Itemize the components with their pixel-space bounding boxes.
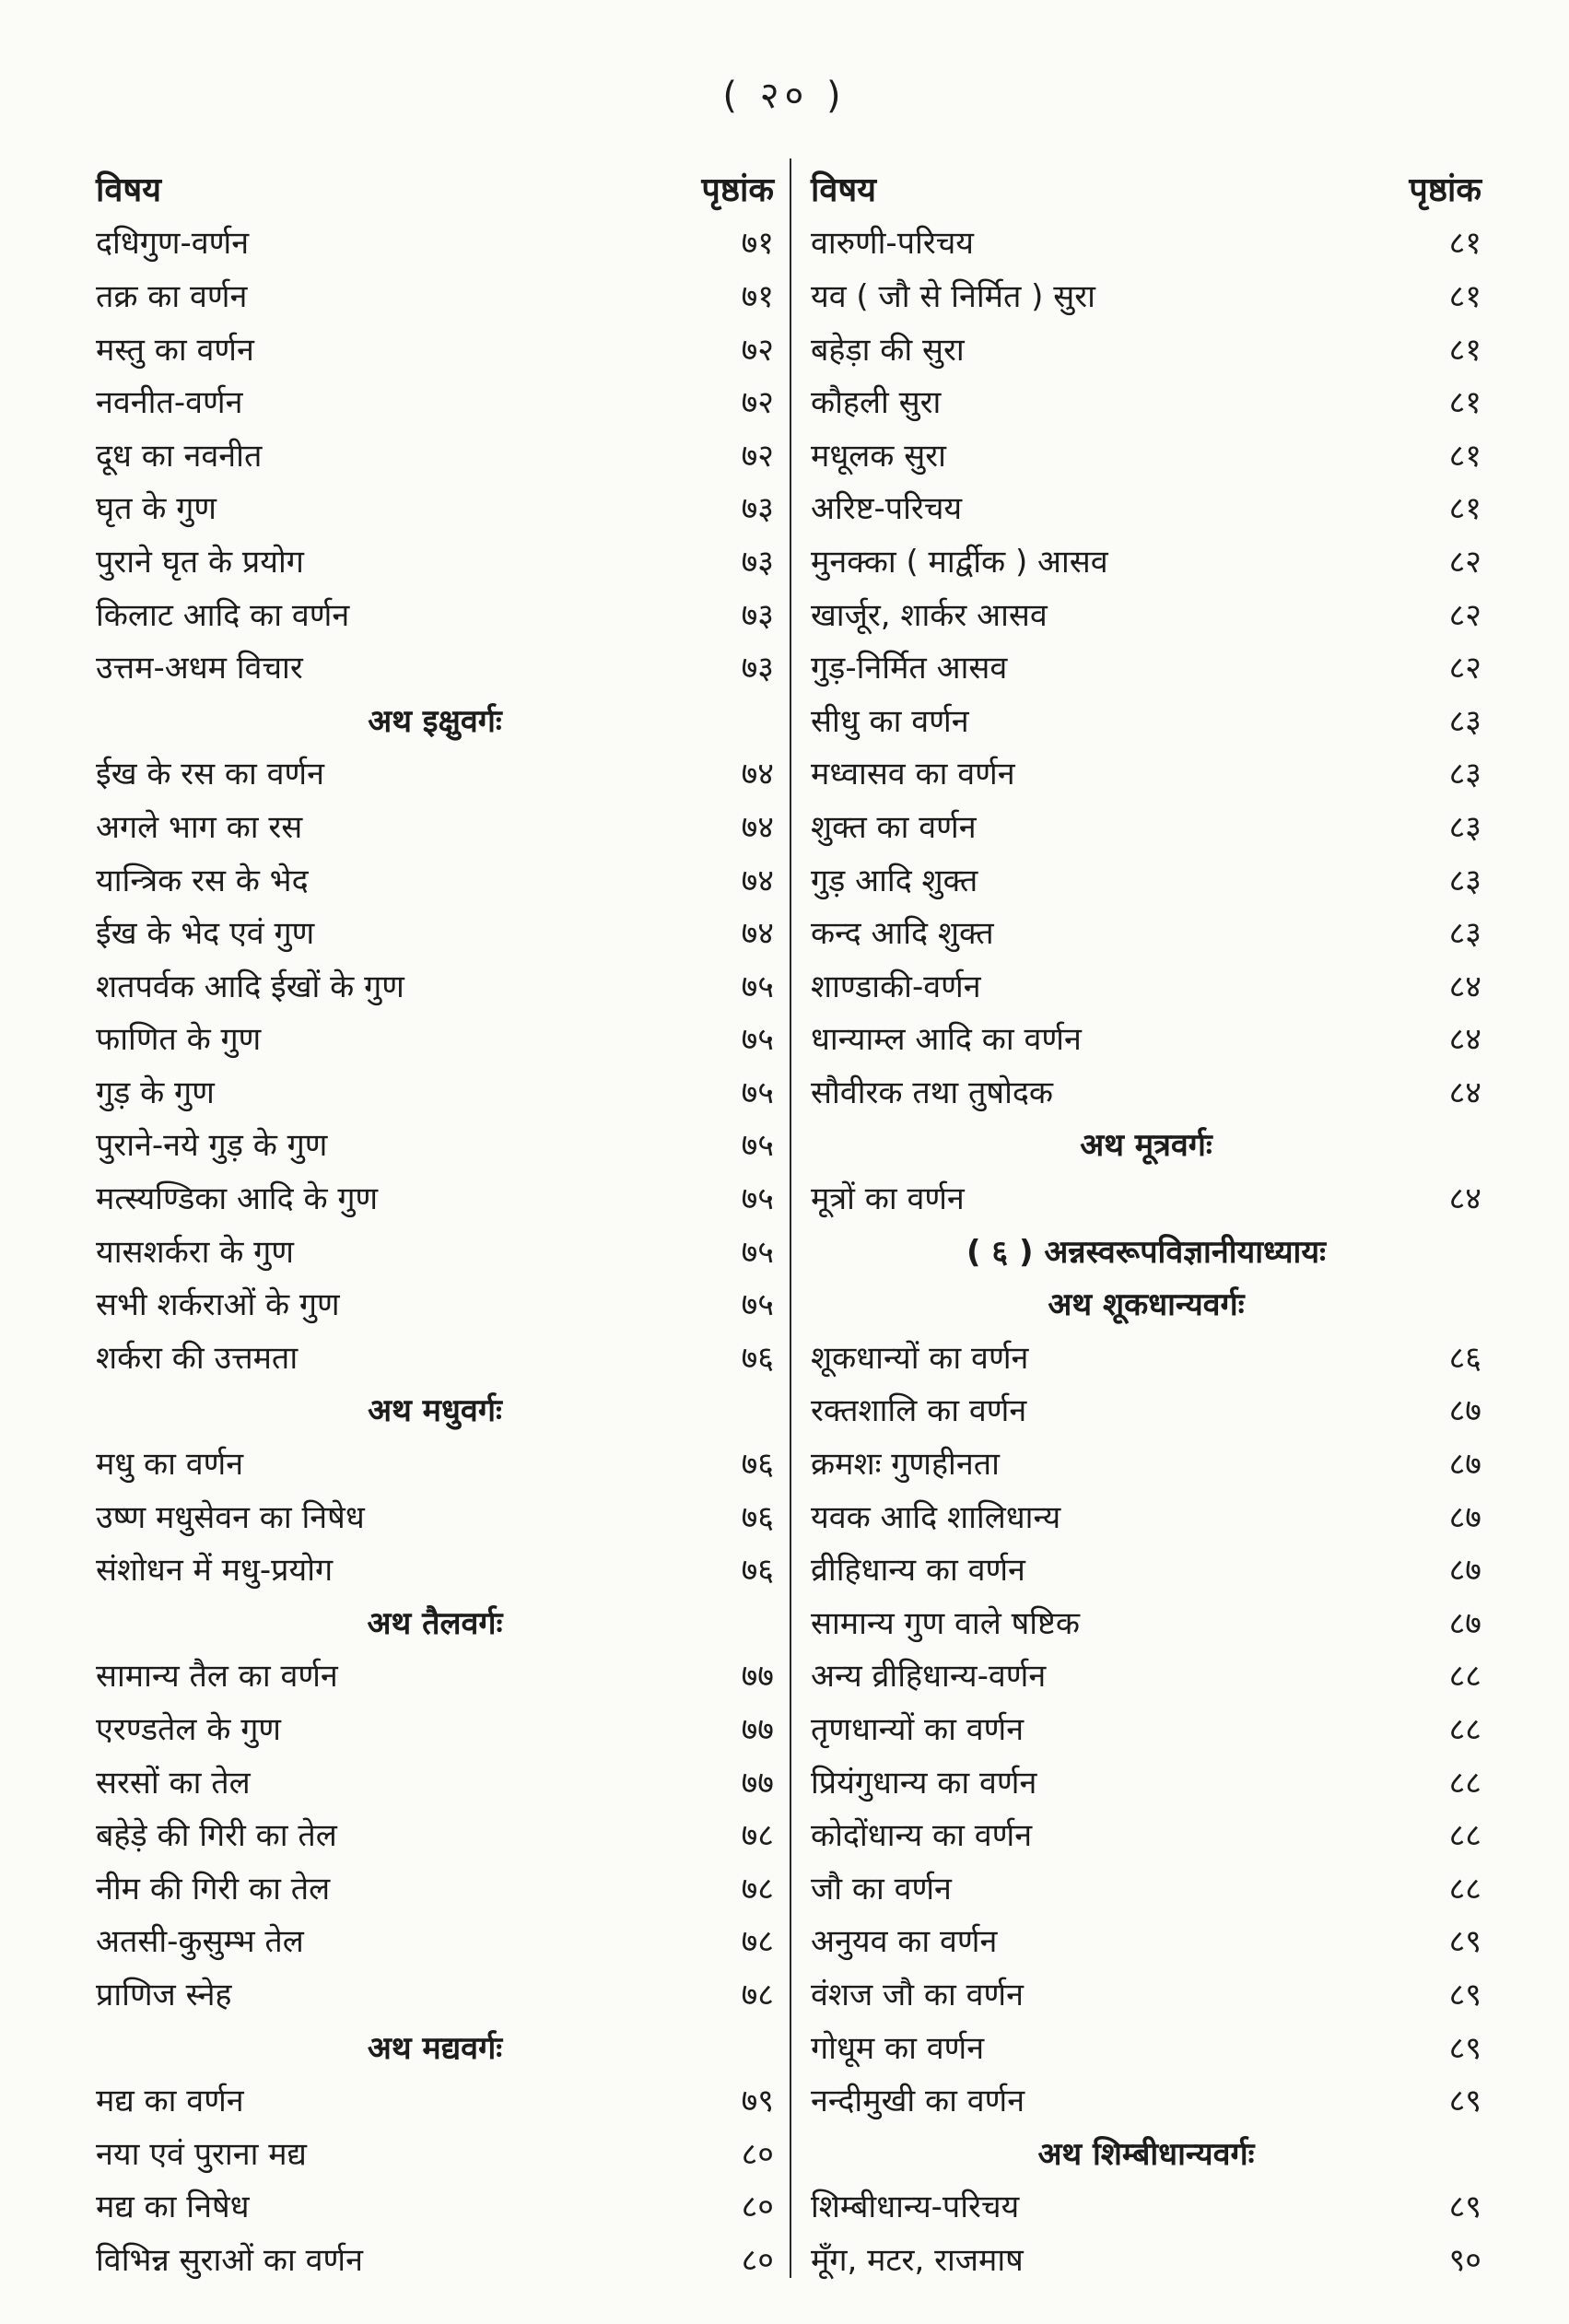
- page-header: पृष्ठांक: [701, 171, 774, 210]
- entry-page: ८९: [1448, 2189, 1481, 2226]
- toc-entry: [811, 1330, 1481, 1383]
- entry-title: मुनक्का ( मार्द्वीक ) आसव: [811, 543, 1108, 581]
- entry-page: ८९: [1448, 2083, 1481, 2120]
- entry-page: ८८: [1448, 1711, 1481, 1749]
- entry-page: ७८: [741, 1870, 774, 1907]
- entry-title: व्रीहिधान्य का वर्णन: [811, 1552, 1025, 1590]
- entry-page: ८०: [741, 2135, 774, 2173]
- entry-page: ७५: [741, 1233, 774, 1271]
- entry-title: संशोधन में मधु-प्रयोग: [96, 1552, 334, 1590]
- toc-entry: [811, 693, 1481, 746]
- toc-entry: [96, 268, 774, 322]
- toc-entry: [811, 1807, 1481, 1860]
- entry-title: नन्दीमुखी का वर्णन: [811, 2083, 1025, 2120]
- entry-title: तृणधान्यों का वर्णन: [811, 1711, 1025, 1749]
- toc-entry: [96, 1118, 774, 1171]
- entry-title: धान्याम्ल आदि का वर्णन: [811, 1021, 1082, 1059]
- entry-page: ९०: [1448, 2241, 1481, 2279]
- toc-entry: [811, 2232, 1481, 2285]
- toc-entry: [811, 322, 1481, 375]
- entry-title: प्रियंगुधान्य का वर्णन: [811, 1764, 1037, 1802]
- entry-title: सामान्य गुण वाले षष्टिक: [811, 1604, 1081, 1642]
- toc-entry: [811, 1489, 1481, 1543]
- entry-page: ८४: [1448, 968, 1481, 1005]
- toc-entry: [96, 640, 774, 693]
- entry-page: ८२: [1448, 650, 1481, 687]
- entry-page: ८३: [1448, 808, 1481, 846]
- toc-entry: [96, 905, 774, 958]
- entry-title: गोधूम का वर्णन: [811, 2029, 985, 2067]
- entry-page: ७८: [741, 1923, 774, 1961]
- toc-entry: [96, 2232, 774, 2285]
- entry-title: कोदोंधान्य का वर्णन: [811, 1817, 1033, 1855]
- toc-entry: [96, 852, 774, 906]
- entry-page: ७४: [741, 862, 774, 899]
- entry-page: ८१: [1448, 331, 1481, 369]
- entry-page: ७६: [741, 1552, 774, 1590]
- entry-title: शूकधान्यों का वर्णन: [811, 1339, 1029, 1377]
- entry-title: कन्द आदि शुक्त: [811, 915, 994, 953]
- toc-entry: [96, 746, 774, 800]
- entry-page: ८८: [1448, 1764, 1481, 1802]
- entry-page: ८१: [1448, 384, 1481, 422]
- entry-title: शर्करा की उत्तमता: [96, 1339, 299, 1377]
- toc-entry: [811, 428, 1481, 481]
- entry-page: ८३: [1448, 756, 1481, 793]
- entry-title: मूँग, मटर, राजमाष: [811, 2241, 1024, 2279]
- entry-title: पुराने-नये गुड़ के गुण: [96, 1127, 328, 1165]
- entry-page: ८२: [1448, 543, 1481, 581]
- entry-page: ८७: [1448, 1552, 1481, 1590]
- toc-entry: [96, 1860, 774, 1914]
- entry-page: ७४: [741, 808, 774, 846]
- entry-title: अन्य व्रीहिधान्य-वर्णन: [811, 1658, 1047, 1696]
- toc-entry: [96, 1701, 774, 1755]
- toc-entry: [96, 481, 774, 534]
- entry-page: ८३: [1448, 862, 1481, 899]
- toc-entry: [811, 1436, 1481, 1489]
- entry-title: उत्तम-अधम विचार: [96, 650, 303, 687]
- entry-page: ८७: [1448, 1604, 1481, 1642]
- entry-title: सभी शर्कराओं के गुण: [96, 1286, 340, 1324]
- entry-page: ७५: [741, 1021, 774, 1059]
- entry-page: ७५: [741, 1286, 774, 1324]
- entry-page: ८८: [1448, 1870, 1481, 1907]
- entry-page: ७१: [741, 225, 774, 263]
- toc-right-column: [811, 162, 1481, 2285]
- toc-entry: [811, 2072, 1481, 2126]
- toc-entry: [811, 799, 1481, 852]
- entry-title: यवक आदि शालिधान्य: [811, 1498, 1061, 1536]
- entry-title: मधूलक सुरा: [811, 437, 946, 475]
- toc-entry: [96, 958, 774, 1012]
- entry-title: किलाट आदि का वर्णन: [96, 596, 350, 634]
- toc-entry: [811, 1012, 1481, 1065]
- entry-title: अतसी-कुसुम्भ तेल: [96, 1923, 304, 1961]
- entry-title: सरसों का तेल: [96, 1764, 251, 1802]
- entry-title: खार्जूर, शार्कर आसव: [811, 596, 1048, 634]
- entry-page: ८९: [1448, 1923, 1481, 1961]
- entry-page: ८९: [1448, 2029, 1481, 2067]
- toc-entry: [811, 852, 1481, 906]
- toc-entry: [96, 374, 774, 428]
- toc-entry: [811, 216, 1481, 269]
- entry-title: दधिगुण-वर्णन: [96, 225, 250, 263]
- entry-title: दूध का नवनीत: [96, 437, 263, 475]
- entry-page: ७३: [741, 490, 774, 528]
- entry-title: मत्स्यण्डिका आदि के गुण: [96, 1180, 379, 1218]
- page-number: ( २० ): [722, 75, 847, 117]
- toc-entry: [96, 1330, 774, 1383]
- entry-title: उष्ण मधुसेवन का निषेध: [96, 1498, 365, 1536]
- entry-title: वंशज जौ का वर्णन: [811, 1976, 1024, 2013]
- entry-title: ईख के रस का वर्णन: [96, 756, 325, 793]
- entry-title: बहेड़े की गिरी का तेल: [96, 1817, 337, 1855]
- toc-entry: [96, 1224, 774, 1277]
- entry-page: ७८: [741, 1976, 774, 2013]
- entry-page: ८१: [1448, 437, 1481, 475]
- entry-title: सौवीरक तथा तुषोदक: [811, 1074, 1054, 1111]
- toc-entry: [96, 2126, 774, 2179]
- toc-entry: [811, 1755, 1481, 1808]
- entry-page: ८४: [1448, 1021, 1481, 1059]
- entry-title: कौहली सुरा: [811, 384, 942, 422]
- toc-entry: [96, 1064, 774, 1118]
- toc-entry: [96, 1966, 774, 2020]
- section-heading: ( ६ ) अन्नस्वरूपविज्ञानीयाध्यायः: [966, 1233, 1326, 1271]
- entry-page: ७९: [741, 2083, 774, 2120]
- entry-title: जौ का वर्णन: [811, 1870, 952, 1907]
- entry-title: क्रमशः गुणहीनता: [811, 1446, 1000, 1484]
- toc-entry: [96, 1542, 774, 1595]
- section-heading: अथ मद्यवर्गः: [367, 2029, 503, 2067]
- entry-title: नया एवं पुराना मद्य: [96, 2135, 307, 2173]
- toc-entry: [811, 481, 1481, 534]
- toc-entry: [811, 746, 1481, 800]
- entry-page: ७१: [741, 277, 774, 315]
- entry-title: मधु का वर्णन: [96, 1446, 244, 1484]
- entry-page: ८४: [1448, 1074, 1481, 1111]
- section-heading: अथ तैलवर्गः: [367, 1604, 503, 1642]
- toc-left-column: [96, 162, 774, 2285]
- page-header: पृष्ठांक: [1409, 171, 1481, 210]
- entry-page: ७७: [741, 1711, 774, 1749]
- toc-entry: [811, 958, 1481, 1012]
- toc-entry: [811, 268, 1481, 322]
- entry-title: शिम्बीधान्य-परिचय: [811, 2189, 1020, 2226]
- section-heading: अथ इक्षुवर्गः: [368, 702, 502, 740]
- entry-title: मस्तु का वर्णन: [96, 331, 254, 369]
- toc-entry: [96, 1489, 774, 1543]
- entry-page: ७७: [741, 1764, 774, 1802]
- entry-page: ७५: [741, 1180, 774, 1218]
- entry-title: यासशर्करा के गुण: [96, 1233, 294, 1271]
- entry-title: मध्वासव का वर्णन: [811, 756, 1015, 793]
- entry-title: मद्य का वर्णन: [96, 2083, 244, 2120]
- entry-page: ८६: [1448, 1339, 1481, 1377]
- toc-entry: [96, 428, 774, 481]
- toc-entry: [811, 1860, 1481, 1914]
- toc-entry: [811, 1701, 1481, 1755]
- toc-entry: [811, 1649, 1481, 1702]
- entry-page: ७६: [741, 1446, 774, 1484]
- entry-page: ७५: [741, 968, 774, 1005]
- entry-page: ८३: [1448, 915, 1481, 953]
- toc-entry: [96, 2179, 774, 2233]
- entry-title: यान्त्रिक रस के भेद: [96, 862, 309, 899]
- toc-entry: [96, 1276, 774, 1330]
- entry-page: ७३: [741, 650, 774, 687]
- entry-title: मद्य का निषेध: [96, 2189, 250, 2226]
- toc-entry: [96, 1914, 774, 1967]
- toc-entry: [96, 587, 774, 640]
- entry-title: शतपर्वक आदि ईखों के गुण: [96, 968, 404, 1005]
- section-heading: अथ मधुवर्गः: [368, 1392, 502, 1430]
- toc-entry: [96, 216, 774, 269]
- entry-page: ८७: [1448, 1392, 1481, 1430]
- toc-entry: [811, 1966, 1481, 2020]
- toc-entry: [811, 534, 1481, 587]
- entry-title: यव ( जौ से निर्मित ) सुरा: [811, 277, 1095, 315]
- entry-title: शुक्त का वर्णन: [811, 808, 977, 846]
- entry-title: मूत्रों का वर्णन: [811, 1180, 965, 1218]
- section-heading: अथ शूकधान्यवर्गः: [1048, 1286, 1245, 1324]
- entry-title: बहेड़ा की सुरा: [811, 331, 965, 369]
- entry-page: ८१: [1448, 225, 1481, 263]
- entry-title: गुड़ आदि शुक्त: [811, 862, 978, 899]
- toc-entry: [96, 1012, 774, 1065]
- entry-page: ७५: [741, 1074, 774, 1111]
- toc-entry: [96, 1170, 774, 1224]
- entry-page: ७२: [741, 331, 774, 369]
- entry-page: ८२: [1448, 596, 1481, 634]
- toc-entry: [811, 905, 1481, 958]
- entry-title: अरिष्ट-परिचय: [811, 490, 963, 528]
- entry-page: ७२: [741, 384, 774, 422]
- entry-page: ७३: [741, 596, 774, 634]
- entry-title: फाणित के गुण: [96, 1021, 262, 1059]
- toc-entry: [811, 1064, 1481, 1118]
- entry-page: ८३: [1448, 702, 1481, 740]
- entry-page: ८७: [1448, 1498, 1481, 1536]
- toc-entry: [811, 640, 1481, 693]
- entry-title: अनुयव का वर्णन: [811, 1923, 998, 1961]
- entry-page: ७५: [741, 1127, 774, 1165]
- entry-title: गुड़-निर्मित आसव: [811, 650, 1008, 687]
- toc-entry: [96, 1755, 774, 1808]
- toc-entry: [96, 1436, 774, 1489]
- entry-title: घृत के गुण: [96, 490, 217, 528]
- section-heading: अथ शिम्बीधान्यवर्गः: [1037, 2135, 1255, 2173]
- toc-entry: [811, 587, 1481, 640]
- entry-title: अगले भाग का रस: [96, 808, 303, 846]
- entry-title: प्राणिज स्नेह: [96, 1976, 232, 2013]
- entry-title: सीधु का वर्णन: [811, 702, 969, 740]
- toc-entry: [811, 1595, 1481, 1649]
- toc-entry: [96, 799, 774, 852]
- toc-entry: [96, 534, 774, 587]
- entry-title: नीम की गिरी का तेल: [96, 1870, 331, 1907]
- entry-page: ८४: [1448, 1180, 1481, 1218]
- section-heading: अथ मूत्रवर्गः: [1080, 1127, 1212, 1165]
- entry-title: एरण्डतेल के गुण: [96, 1711, 281, 1749]
- toc-entry: [96, 322, 774, 375]
- toc-entry: [811, 1383, 1481, 1437]
- entry-page: ८०: [741, 2241, 774, 2279]
- entry-page: ७४: [741, 915, 774, 953]
- column-divider: [790, 158, 791, 2278]
- subject-header: विषय: [811, 171, 877, 210]
- entry-page: ७२: [741, 437, 774, 475]
- toc-entry: [811, 2020, 1481, 2073]
- entry-page: ७८: [741, 1817, 774, 1855]
- entry-title: शाण्डाकी-वर्णन: [811, 968, 981, 1005]
- entry-title: ईख के भेद एवं गुण: [96, 915, 315, 953]
- entry-title: सामान्य तैल का वर्णन: [96, 1658, 338, 1696]
- toc-entry: [811, 374, 1481, 428]
- entry-title: वारुणी-परिचय: [811, 225, 975, 263]
- entry-page: ७७: [741, 1658, 774, 1696]
- column-header: [96, 162, 774, 216]
- entry-title: नवनीत-वर्णन: [96, 384, 243, 422]
- toc-entry: [96, 2072, 774, 2126]
- entry-page: ८९: [1448, 1976, 1481, 2013]
- entry-page: ८१: [1448, 490, 1481, 528]
- toc-entry: [811, 2179, 1481, 2233]
- entry-page: ८८: [1448, 1817, 1481, 1855]
- entry-page: ७३: [741, 543, 774, 581]
- entry-page: ७६: [741, 1339, 774, 1377]
- entry-page: ८७: [1448, 1446, 1481, 1484]
- entry-page: ८८: [1448, 1658, 1481, 1696]
- toc-entry: [811, 1914, 1481, 1967]
- entry-page: ८०: [741, 2189, 774, 2226]
- toc-entry: [811, 1542, 1481, 1595]
- entry-title: गुड़ के गुण: [96, 1074, 215, 1111]
- toc-entry: [811, 1170, 1481, 1224]
- entry-title: विभिन्न सुराओं का वर्णन: [96, 2241, 363, 2279]
- entry-title: पुराने घृत के प्रयोग: [96, 543, 304, 581]
- entry-page: ८१: [1448, 277, 1481, 315]
- toc-entry: [96, 1807, 774, 1860]
- column-header: [811, 162, 1481, 216]
- subject-header: विषय: [96, 171, 162, 210]
- toc-entry: [96, 1649, 774, 1702]
- entry-page: ७४: [741, 756, 774, 793]
- entry-page: ७६: [741, 1498, 774, 1536]
- entry-title: तक्र का वर्णन: [96, 277, 248, 315]
- entry-title: रक्तशालि का वर्णन: [811, 1392, 1027, 1430]
